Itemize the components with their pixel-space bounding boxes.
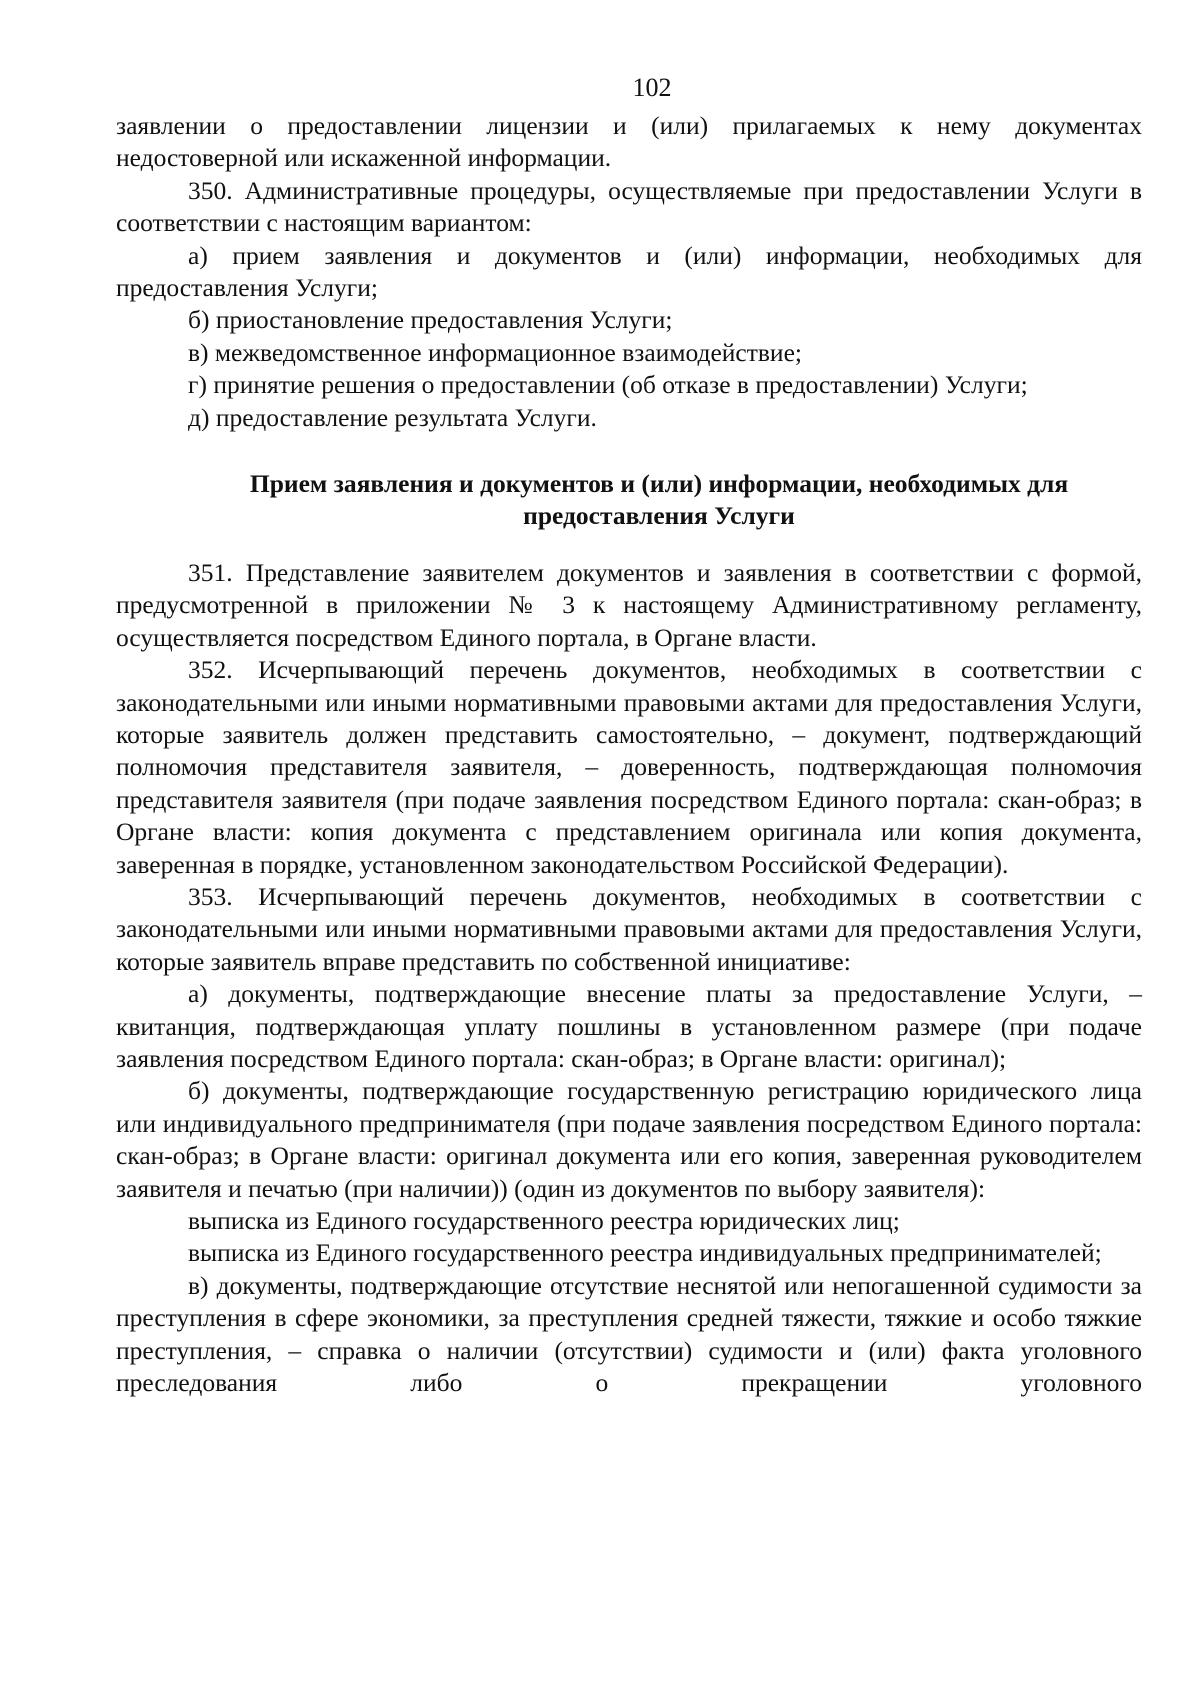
sub-list-item: выписка из Единого государственного реестра индивидуальных предпринимателей; xyxy=(188,1238,1102,1268)
paragraph: заявлении о предоставлении лицензии и (или) прилагаемых к нему документах недостоверной или искаженной информации. xyxy=(116,111,1142,173)
list-item: а) прием заявления и документов и (или) информации, необходимых для предоставления Услуги; xyxy=(116,240,1142,303)
paragraph: 352. Исчерпывающий перечень документов, необходимых в соответствии с законодательными или иными нормативными правовыми актами для предоставления Услуги, которые заявитель должен представить самостоятельно, – документ, подтверждающий полномочия представителя заявителя, – доверенность, подтверждающая полномочия представителя заявителя (при подаче заявления посредством Единого портала: скан-образ; в Органе власти: копия документа с представлением оригинала или копия документа, заверенная в порядке, установленном законодательством Российской Федерации). xyxy=(116,655,1142,879)
list-item: г) принятие решения о предоставлении (об отказе в предоставлении) Услуги; xyxy=(188,370,1028,400)
page-number: 102 xyxy=(632,73,672,102)
list-item: б) приостановление предоставления Услуги; xyxy=(188,305,673,335)
list-item: а) документы, подтверждающие внесение платы за предоставление Услуги, – квитанция, подтверждающая уплату пошлины в установленном размере (при подаче заявления посредством Единого портала: скан-образ; в Органе власти: оригинал); xyxy=(116,979,1142,1073)
paragraph: 351. Представление заявителем документов и заявления в соответствии с формой, предусмотренной в приложении № 3 к настоящему Административному регламенту, осуществляется посредством Единого портала, в Органе власти. xyxy=(116,557,1142,652)
list-item-continued: в) документы, подтверждающие отсутствие неснятой или непогашенной судимости за преступления в сфере экономики, за преступления средней тяжести, тяжкие и особо тяжкие преступления, – справка о наличии (отсутствии) судимости и (или) факта уголовного преследования либо о прекращении уголовного xyxy=(116,1270,1142,1398)
list-item: в) межведомственное информационное взаимодействие; xyxy=(188,337,802,367)
list-item: б) документы, подтверждающие государственную регистрацию юридического лица или индивидуального предпринимателя (при подаче заявления посредством Единого портала: скан-образ; в Органе власти: оригинал документа или его копия, заверенная руководителем заявителя и печатью (при наличии)) (один из документов по выбору заявителя): xyxy=(116,1076,1142,1203)
paragraph: 353. Исчерпывающий перечень документов, необходимых в соответствии с законодательными или иными нормативными правовыми актами для предоставления Услуги, которые заявитель вправе представить по собственной инициативе: xyxy=(116,881,1142,976)
section-bottom xyxy=(116,557,1142,1400)
paragraph: 350. Административные процедуры, осуществляемые при предоставлении Услуги в соответствии с настоящим вариантом: xyxy=(116,175,1142,238)
list-item: д) предоставление результата Услуги. xyxy=(188,402,597,432)
section-top xyxy=(116,110,1142,434)
section-heading: Прием заявления и документов и (или) информации, необходимых для предоставления Услуги xyxy=(249,469,1069,531)
section-gap xyxy=(116,434,1142,468)
sub-list-item: выписка из Единого государственного реестра юридических лиц; xyxy=(188,1206,900,1235)
